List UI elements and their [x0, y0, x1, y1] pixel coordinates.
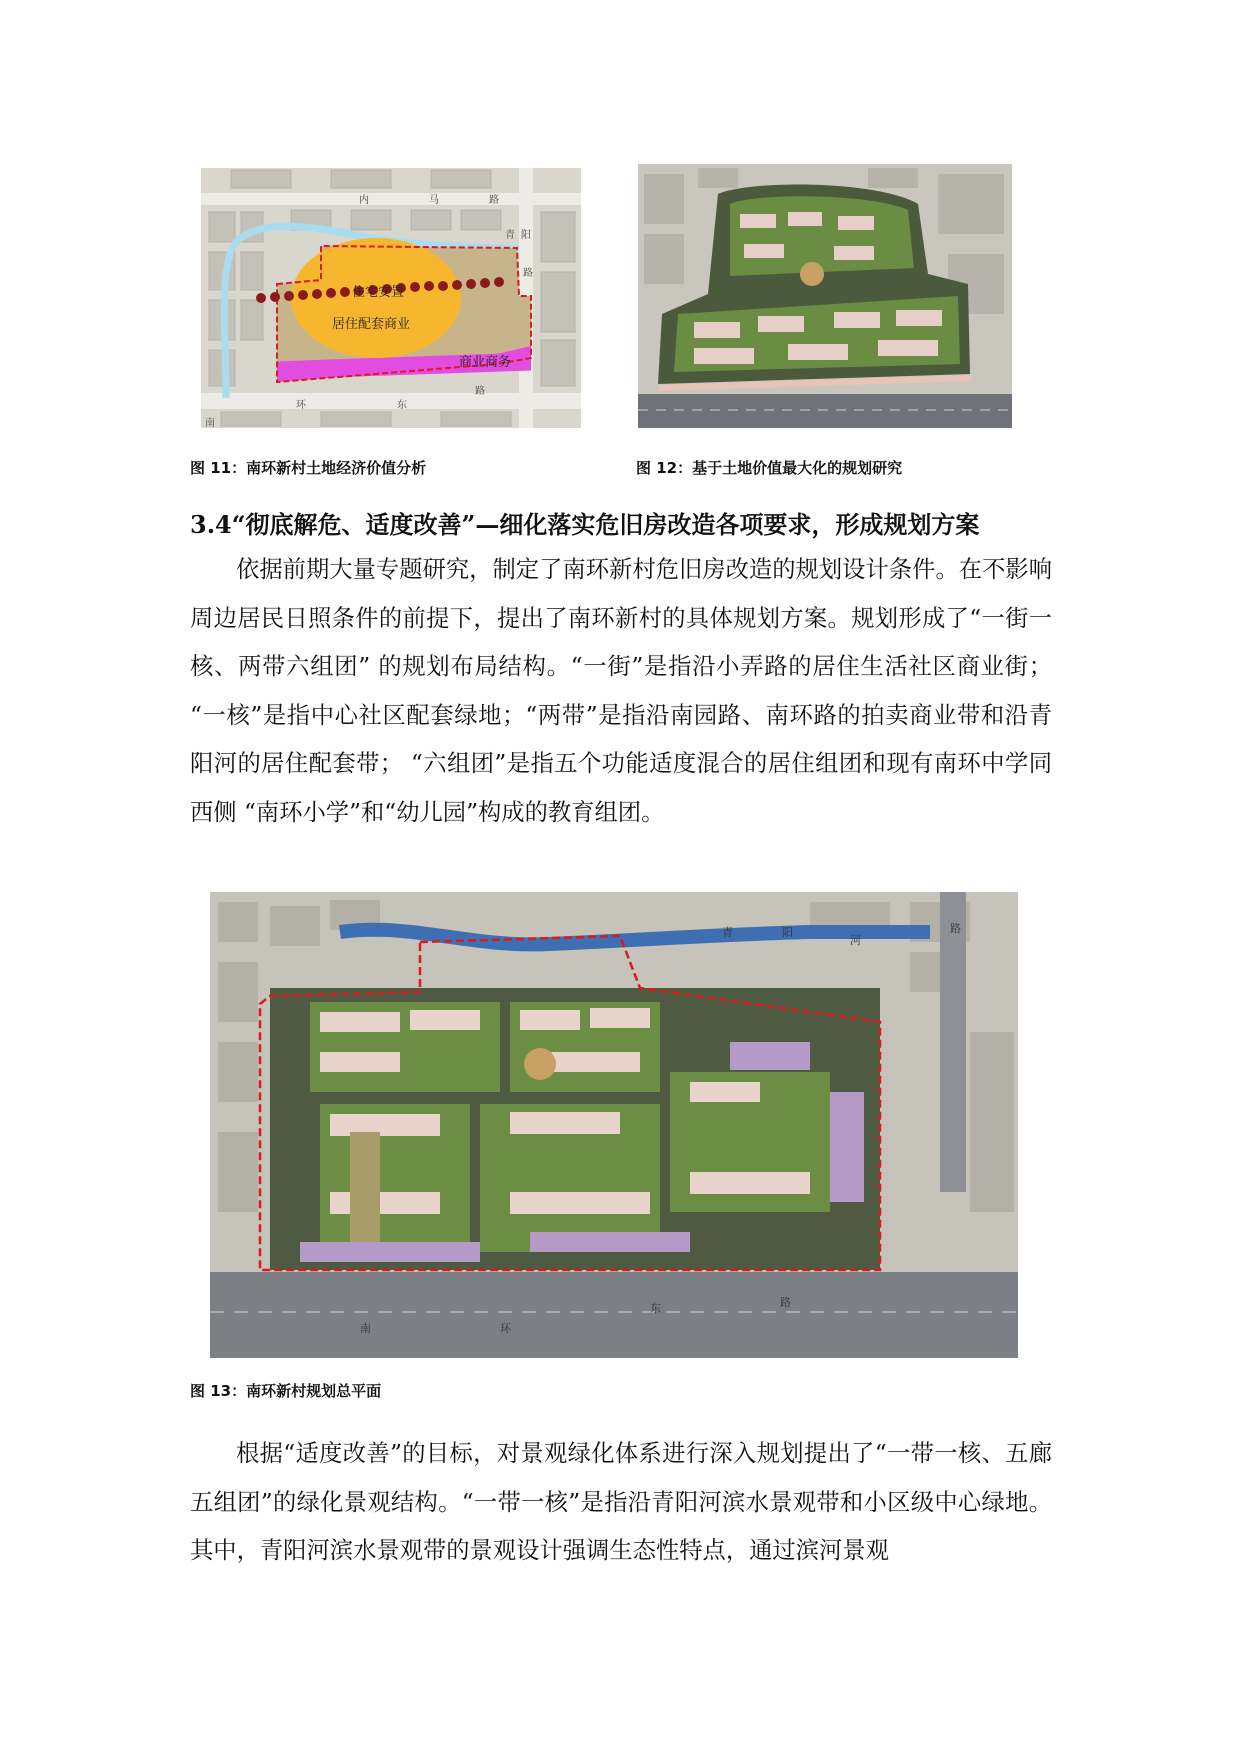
road-char: 河: [850, 934, 861, 947]
zone-label-housing: 住宅安置: [352, 285, 405, 300]
road-char: 阳: [521, 230, 531, 241]
road-char: 路: [489, 195, 499, 206]
figure-12-planning-study: [638, 164, 1012, 428]
figure-11-caption: 图 11：南环新村土地经济价值分析: [190, 459, 427, 477]
road-char: 东: [397, 400, 407, 411]
road-char: 环: [500, 1322, 511, 1335]
section-heading: 3.4“彻底解危、适度改善”—细化落实危旧房改造各项要求，形成规划方案: [190, 510, 980, 539]
road-char: 青: [722, 926, 733, 939]
road-char: 路: [780, 1296, 791, 1309]
figure-13-caption: 图 13：南环新村规划总平面: [190, 1382, 382, 1400]
master-plan-image: [210, 892, 1018, 1358]
land-value-map-image: [201, 168, 581, 428]
road-char: 东: [650, 1302, 661, 1315]
zone-label-commercial: 商业商务: [459, 355, 512, 370]
planning-study-image: [638, 164, 1012, 428]
figure-11-land-value-map: [201, 168, 581, 428]
paragraph-planning-scheme: 依据前期大量专题研究，制定了南环新村危旧房改造的规划设计条件。在不影响周边居民日照条件的前提下，提出了南环新村的具体规划方案。规划形成了“一街一核、两带六组团” 的规划布局结构。“一街”是指沿小弄路的居住生活社区商业街； “一核”是指中心社区配套绿地；“两带”是指沿南园路、南环路的拍卖商业带和沿青阳河的居住配套带； “六组团”是指五个功能适度混合的居住组团和现有南环中学同西侧 “南环小学”和“幼儿园”构成的教育组团。: [190, 556, 1052, 826]
figure-13-master-plan: [210, 892, 1018, 1358]
road-char: 环: [296, 400, 306, 411]
road-char: 青: [505, 230, 515, 241]
road-char: 马: [429, 195, 439, 206]
road-char: 路: [950, 922, 961, 935]
road-char: 内: [359, 195, 369, 206]
road-char: 阳: [782, 926, 793, 939]
paragraph-landscape-structure: 根据“适度改善”的目标，对景观绿化体系进行深入规划提出了“一带一核、五廊五组团”的绿化景观结构。“一带一核”是指沿青阳河滨水景观带和小区级中心绿地。其中，青阳河滨水景观带的景观设计强调生态性特点，通过滨河景观: [190, 1440, 1052, 1564]
road-char: 南: [360, 1322, 371, 1335]
road-char: 南: [205, 418, 215, 428]
zone-label-supporting: 居住配套商业: [332, 317, 411, 332]
road-char: 路: [523, 268, 533, 279]
figure-12-caption: 图 12：基于土地价值最大化的规划研究: [636, 459, 903, 477]
road-char: 路: [475, 386, 485, 397]
